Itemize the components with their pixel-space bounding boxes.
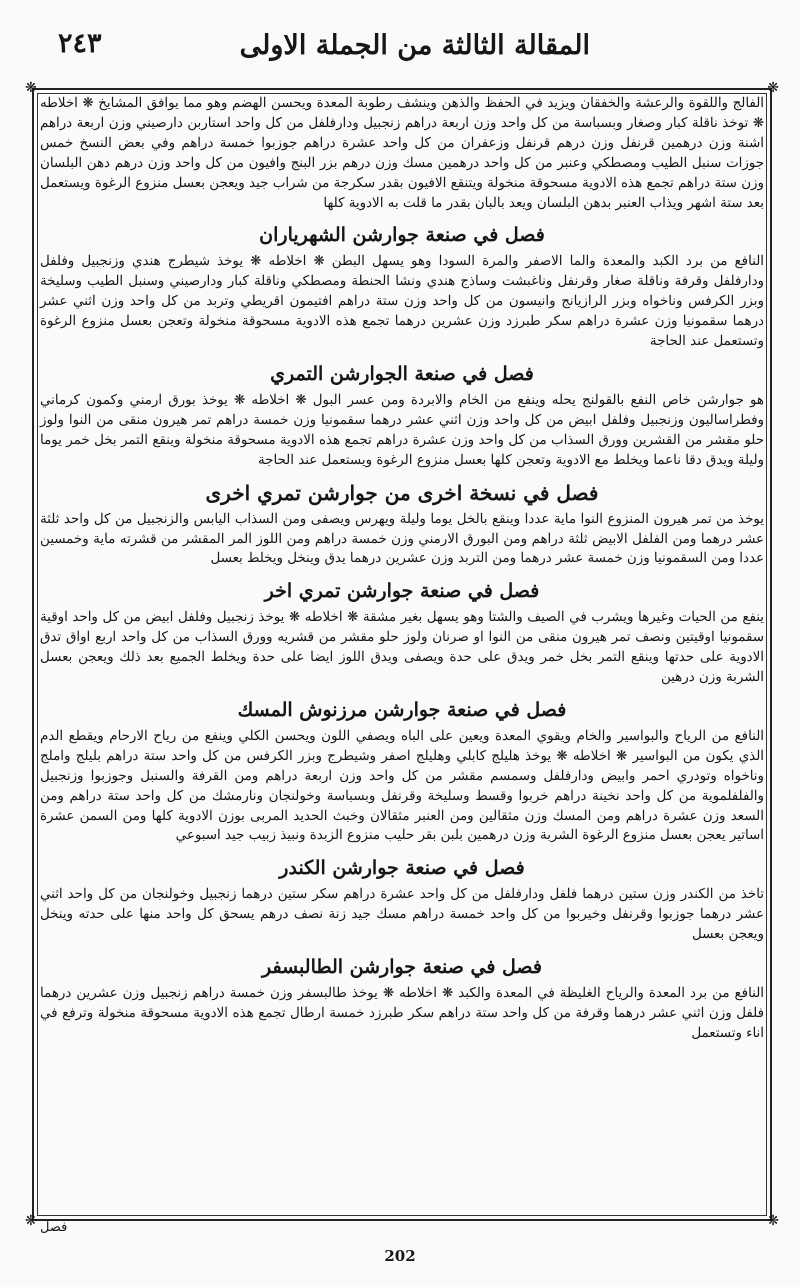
- page-number-bottom: 202: [384, 1247, 416, 1265]
- corner-ornament-icon: ❋: [767, 1213, 779, 1229]
- corner-ornament-icon: ❋: [767, 80, 779, 96]
- text-frame: [25, 80, 779, 1229]
- section-tamri: [40, 361, 764, 471]
- section-marzanjush-musk: [40, 697, 764, 846]
- section-continued: [40, 94, 764, 213]
- section-paragraph: تاخذ من الكندر وزن ستين درهما فلفل ودارفلفل من كل واحد عشرة دراهم سكر ستين درهما زنجبيل وخولنجان من كل واحد اثني عشر درهما جوزبوا وقرنفل وخيربوا من كل واحد خمسة دراهم مسك جيد زنة نصف درهم يسحق كل واحد منها على حدته وينخل ويعجن بعسل: [40, 887, 764, 943]
- section-heading: فصل في صنعة جوارشن تمري اخر: [264, 580, 540, 603]
- section-paragraph: ينفع من الحيات وغيرها ويشرب في الصيف والشتا وهو يسهل بغير مشقة ❋ اخلاطه ❋ يوخذ زنجبيل وفلفل ابيض من كل واحد اوقية سقمونيا اوقيتين ونصف تمر هيرون منقى من النوا او صرنان ولوز حلو مقشر من قشريه وورق السذاب من كل واحد اربع اواق تدق الادوية على حدتها وينقع التمر بخل خمر ويدق على حدة ويصفى ويدق اللوز ايضا على حدة ويخلط الجميع بعد ذلك ويعجن بعسل الشربة وزن درهين: [40, 610, 764, 686]
- section-heading: فصل في صنعة جوارشن الكندر: [279, 857, 525, 880]
- section-paragraph: يوخذ من تمر هيرون المنزوع النوا ماية عددا وينقع بالخل يوما وليلة ويهرس ويصفى ومن السذاب اليابس والزنجبيل من كل واحد ثلثة عشر درهما ومن الفلفل الابيض ثلثة دراهم ومن البورق الارمني وزن خمسة دراهم ومن اللوز المر المقشر من قشرته ماية وخمسين عددا ومن السقمونيا وزن خمسة عشر درهما ومن التربد وزن عشرين درهما يدق وينخل ويخلط بعسل: [40, 511, 764, 567]
- section-paragraph: هو جوارشن خاص النفع بالقولنج يحله وينفع من الخام والابردة ومن عسر البول ❋ اخلاطه ❋ يوخذ بورق ارمني وكمون كرماني وفطراساليون وزنجبيل وفلفل ابيض من كل واحد وزن اثني عشر درهما سقمونيا وزن خمسة دراهم تمر هيرون منقى من النوا ولوز حلو مقشر من القشرين وورق السذاب من كل واحد وزن عشرة دراهم تجمع هذه الادوية مسحوقة منخولة وينقع التمر بخل خمر يوما وليلة ويدق دقا ناعما ويخلط مع الادوية وتعجن كلها بعسل منزوع الرغوة ويستعمل عند الحاجة: [40, 392, 764, 468]
- section-paragraph: الفالج واللقوة والرعشة والخفقان ويزيد في الحفظ والذهن وينشف رطوبة المعدة ويحسن الهضم وهو مما يوافق المشايخ ❋ اخلاطه ❋ توخذ ناقلة كبار وصغار وبسباسة من كل واحد وزن اربعة دراهم زنجبيل ودارفلفل من كل واحد استاربن دارصيني وزن اربعة دراهم اشنة وزن درهمين قرنفل وزن درهم قرنفل وزعفران من كل واحد عشرة دراهم جوزبوا خمسة دراهم وفي بعض النسخ خمس جوزات سنبل الطيب ومصطكي وعنبر من كل واحد درهمين مسك وزن درهم بزر البنج وافيون من كل واحد وزن درهم دهن البلسان وزن ستة دراهم تجمع هذه الادوية مسحوقة منخولة ويتنقع الافيون بقدر سكرجة من شراب جيد ويعجن بعسل منزوع الرغوة ويستعمل بعد ستة اشهر ويذاب العنبر بدهن البلسان ويعد بالبان بقدر ما قلت به الادوية كلها: [40, 96, 764, 211]
- text-body: [40, 94, 764, 1215]
- corner-ornament-icon: ❋: [25, 1213, 37, 1229]
- corner-ornament-icon: ❋: [25, 80, 37, 96]
- section-tamri-alt-copy: [40, 480, 764, 570]
- catchword: فصل: [40, 1220, 68, 1235]
- section-paragraph: النافع من برد الكبد والمعدة والما الاصفر والمرة السودا وهو يسهل البطن ❋ اخلاطه ❋ يوخذ شيطرج هندي وزنجبيل وفلفل ودارفلفل وقرفة وناقلة صغار وقرنفل وناغبشت وساذج هندي ونشا الحنطة ومصطكي وناقلة كبار ودارصيني وسنبل الطيب وسليخة وبزر الكرفس وناخواه وبزر الرازيانج وانيسون من كل واحد وزن ستة دراهم افتيمون اقريطي وتربد من كل واحد وزن اثني عشر درهما سقمونيا وزن عشرة دراهم سكر طبرزد وزن عشرين درهما تجمع هذه الادوية مسحوقة منخولة وتعجن بعسل منزوع الرغوة وتستعمل عند الحاجة: [40, 254, 764, 350]
- section-heading: فصل في نسخة اخرى من جوارشن تمري اخرى: [205, 480, 599, 505]
- section-paragraph: النافع من الرياح والبواسير والخام ويقوي المعدة ويعين على الباه ويصفي اللون ويحسن الكلي وينفع من رياح الارحام ويقطع الدم الذي يكون من البواسير ❋ اخلاطه ❋ يوخذ هليلج كابلي وهليلج اصفر وشيطرج وبزر الكرفس من كل واحد ستة دراهم بليلج واملج وناخواه وتودري احمر وابيض ودارفلفل وسمسم مقشر من كل واحد وزن اربعة دراهم ومن القرفة والسنبل وجوزبوا وزنجبيل والفلفلموية من كل واحد نخينة دراهم خربوا وقسط وسليخة وقرنفل وبسباسة وخولنجان ونارمشك من كل واحد ستة دراهم ومن السعد وزن عشرة دراهم ومن المسك وزن مثقالين ومن العنبر مثقالان وخبث الحديد المربى بوزن الادوية كلها ومن السمن عشرة اساتير يعجن بعسل منزوع الرغوة الشربة وزن درهمين بلبن بقر حليب منزوع الزبدة ونبيذ زبيب جيد اسبوعي: [40, 728, 764, 844]
- page-header: [40, 24, 760, 70]
- page-number-top: ٢٤٣: [58, 28, 102, 59]
- section-kundur: [40, 855, 764, 945]
- section-heading: فصل في صنعة جوارشن الشهرياران: [259, 224, 545, 247]
- section-paragraph: النافع من برد المعدة والرياح الغليظة في المعدة والكبد ❋ اخلاطه ❋ يوخذ طالبسفر وزن خمسة دراهم زنجبيل وزن عشرين درهما فلفل وزن اثني عشر درهما وقرفة من كل واحد ستة دراهم سكر طبرزد خمسة ارطال تجمع هذه الادوية مسحوقة منخولة وترفع في اناء وتستعمل: [40, 986, 764, 1041]
- section-heading: فصل في صنعة الجوارشن التمري: [270, 362, 534, 385]
- section-heading: فصل في صنعة جوارشن مرزنوش المسك: [237, 698, 567, 721]
- section-tamri-other: [40, 578, 764, 688]
- section-shahriyaran: [40, 222, 764, 352]
- section-talabsafr: [40, 954, 764, 1044]
- running-title: المقالة الثالثة من الجملة الاولى: [239, 30, 590, 61]
- section-heading: فصل في صنعة جوارشن الطالبسفر: [262, 956, 542, 979]
